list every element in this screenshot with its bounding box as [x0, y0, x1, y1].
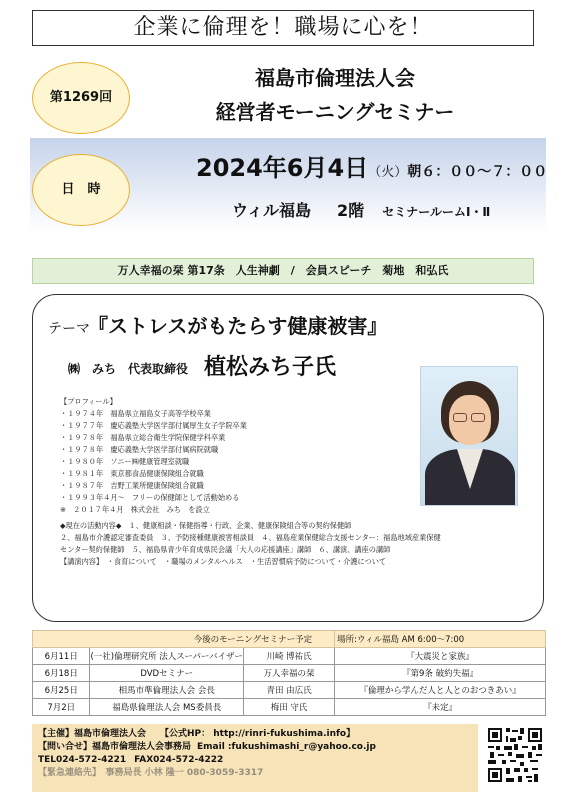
schedule-org: 福島県倫理法人会 MS委員長	[90, 699, 244, 716]
activities-line: ◆現在の活動内容◆ １、健康相談・保健指導・行政、企業、健康保険組合等の契約保健師	[60, 521, 352, 530]
event-weekday: （火）	[368, 165, 408, 180]
footer-contact: 【問い合せ】福島市倫理法人会事務局	[38, 742, 192, 752]
profile-item: ・１９７４年 福島県立福島女子高等学校卒業	[60, 409, 211, 418]
profile-heading: 【プロフィール】	[60, 397, 117, 406]
footer-host: 【主催】福島市倫理法人会	[38, 729, 147, 739]
footer-tel: TEL024-572-4221	[38, 755, 127, 765]
footer-line-2	[38, 741, 472, 754]
profile-item: ・１９８１年 東京都食品健康保険組合就職	[60, 469, 204, 478]
schedule-org: (一社)倫理研究所 法人スーパーバイザー	[90, 648, 244, 665]
theme-title: 『ストレスがもたらす健康被害』	[88, 314, 388, 338]
theme-prefix: テーマ	[48, 321, 90, 337]
footer-emergency-contact: 【緊急連絡先】 事務局長 小林 隆一 080-3059-3317	[38, 768, 264, 778]
activities-line: センター契約保健師 ５、福島県青少年育成県民会議「大人の応援講座」講師 ６、講演、講座の講師	[60, 545, 391, 554]
schedule-topic: 『大震災と家族』	[335, 648, 546, 665]
issue-number-badge: 第1269回	[32, 62, 130, 134]
table-row	[33, 648, 546, 665]
footer-line-1	[38, 728, 472, 741]
event-date: 2024年6月4日	[196, 154, 369, 182]
schedule-topic: 『倫理から学んだ人と人とのおつきあい』	[335, 682, 546, 699]
schedule-header-row	[33, 631, 546, 648]
schedule-date: 7月2日	[33, 699, 90, 716]
schedule-header-right: 場所:ウィル福島 AM 6:00～7:00	[335, 631, 546, 648]
speaker-activities	[60, 520, 538, 568]
speaker-portrait	[420, 366, 518, 506]
footer-line-3	[38, 754, 472, 767]
qr-code-icon	[486, 726, 544, 784]
schedule-date: 6月18日	[33, 665, 90, 682]
activities-line: ２、福島市介護認定審査委員 ３、予防接種健康被害相談員 ４、福島産業保健総合支援センター：福島地域産業保健	[60, 533, 441, 542]
speaker-profile	[60, 396, 410, 516]
datetime-badge: 日 時	[32, 154, 130, 226]
schedule-speaker: 梅田 守氏	[244, 699, 335, 716]
slogan-banner: 企業に倫理を！職場に心を！	[32, 10, 534, 46]
schedule-org: 相馬市準倫理法人会 会長	[90, 682, 244, 699]
activities-line: 【講演内容】 ・食育について ・職場のメンタルヘルス ・生活習慣病予防について・介護について	[60, 557, 387, 566]
profile-item: ・１９９３年４月〜 フリーの保健師として活動始める	[60, 493, 240, 502]
speaker-name: 植松みち子氏	[204, 355, 337, 380]
table-row	[33, 682, 546, 699]
profile-item: ・１９８７年 吉野工業所健康保険組合就職	[60, 481, 204, 490]
schedule-topic: 『第9条 破約失福』	[335, 665, 546, 682]
contact-footer	[32, 724, 478, 792]
event-venue-line	[232, 198, 490, 221]
profile-item: ・１９７８年 福島県立総合衛生学院保健学科卒業	[60, 433, 226, 442]
schedule-speaker: 川崎 博祐氏	[244, 648, 335, 665]
footer-fax: FAX024-572-4222	[134, 755, 224, 765]
portrait-glasses-right	[471, 413, 485, 422]
schedule-speaker: 青田 由広氏	[244, 682, 335, 699]
organizer-name: 福島市倫理法人会	[255, 66, 415, 90]
schedule-org: DVDセミナー	[90, 665, 244, 682]
table-row	[33, 699, 546, 716]
speaker-company: ㈱ みち 代表取締役	[68, 362, 189, 376]
seminar-title: 経営者モーニングセミナー	[215, 100, 455, 124]
schedule-date: 6月25日	[33, 682, 90, 699]
schedule-date: 6月11日	[33, 648, 90, 665]
schedule-speaker: 万人幸福の栞	[244, 665, 335, 682]
profile-item: ・１９８０年 ソニー㈱健康管理室就職	[60, 457, 190, 466]
event-floor: 2階	[337, 201, 365, 220]
event-time: 朝６：００～７：００	[407, 164, 548, 180]
event-date-line	[196, 148, 547, 183]
profile-item: ・１９７８年 慶応義塾大学医学部付属病院就職	[60, 445, 219, 454]
schedule-header-left: 今後のモーニングセミナー予定	[33, 631, 335, 648]
footer-email-link[interactable]: Email :fukushimashi_r@yahoo.co.jp	[197, 742, 376, 752]
event-room: セミナールームⅠ・Ⅱ	[382, 205, 491, 219]
footer-url-link[interactable]: 【公式HP： http://rinri-fukushima.info】	[160, 729, 356, 739]
portrait-glasses-left	[453, 413, 467, 422]
member-speech-band: 万人幸福の栞 第17条 人生神劇 / 会員スピーチ 菊地 和弘氏	[32, 258, 534, 284]
profile-item: ・１９７７年 慶応義塾大学医学部付属厚生女子学院卒業	[60, 421, 247, 430]
schedule-table	[32, 630, 546, 716]
table-row	[33, 665, 546, 682]
schedule-topic: 『未定』	[335, 699, 546, 716]
profile-item: ※ ２０１７年４月 株式会社 みち を設立	[60, 505, 210, 514]
event-venue: ウィル福島	[232, 201, 312, 220]
